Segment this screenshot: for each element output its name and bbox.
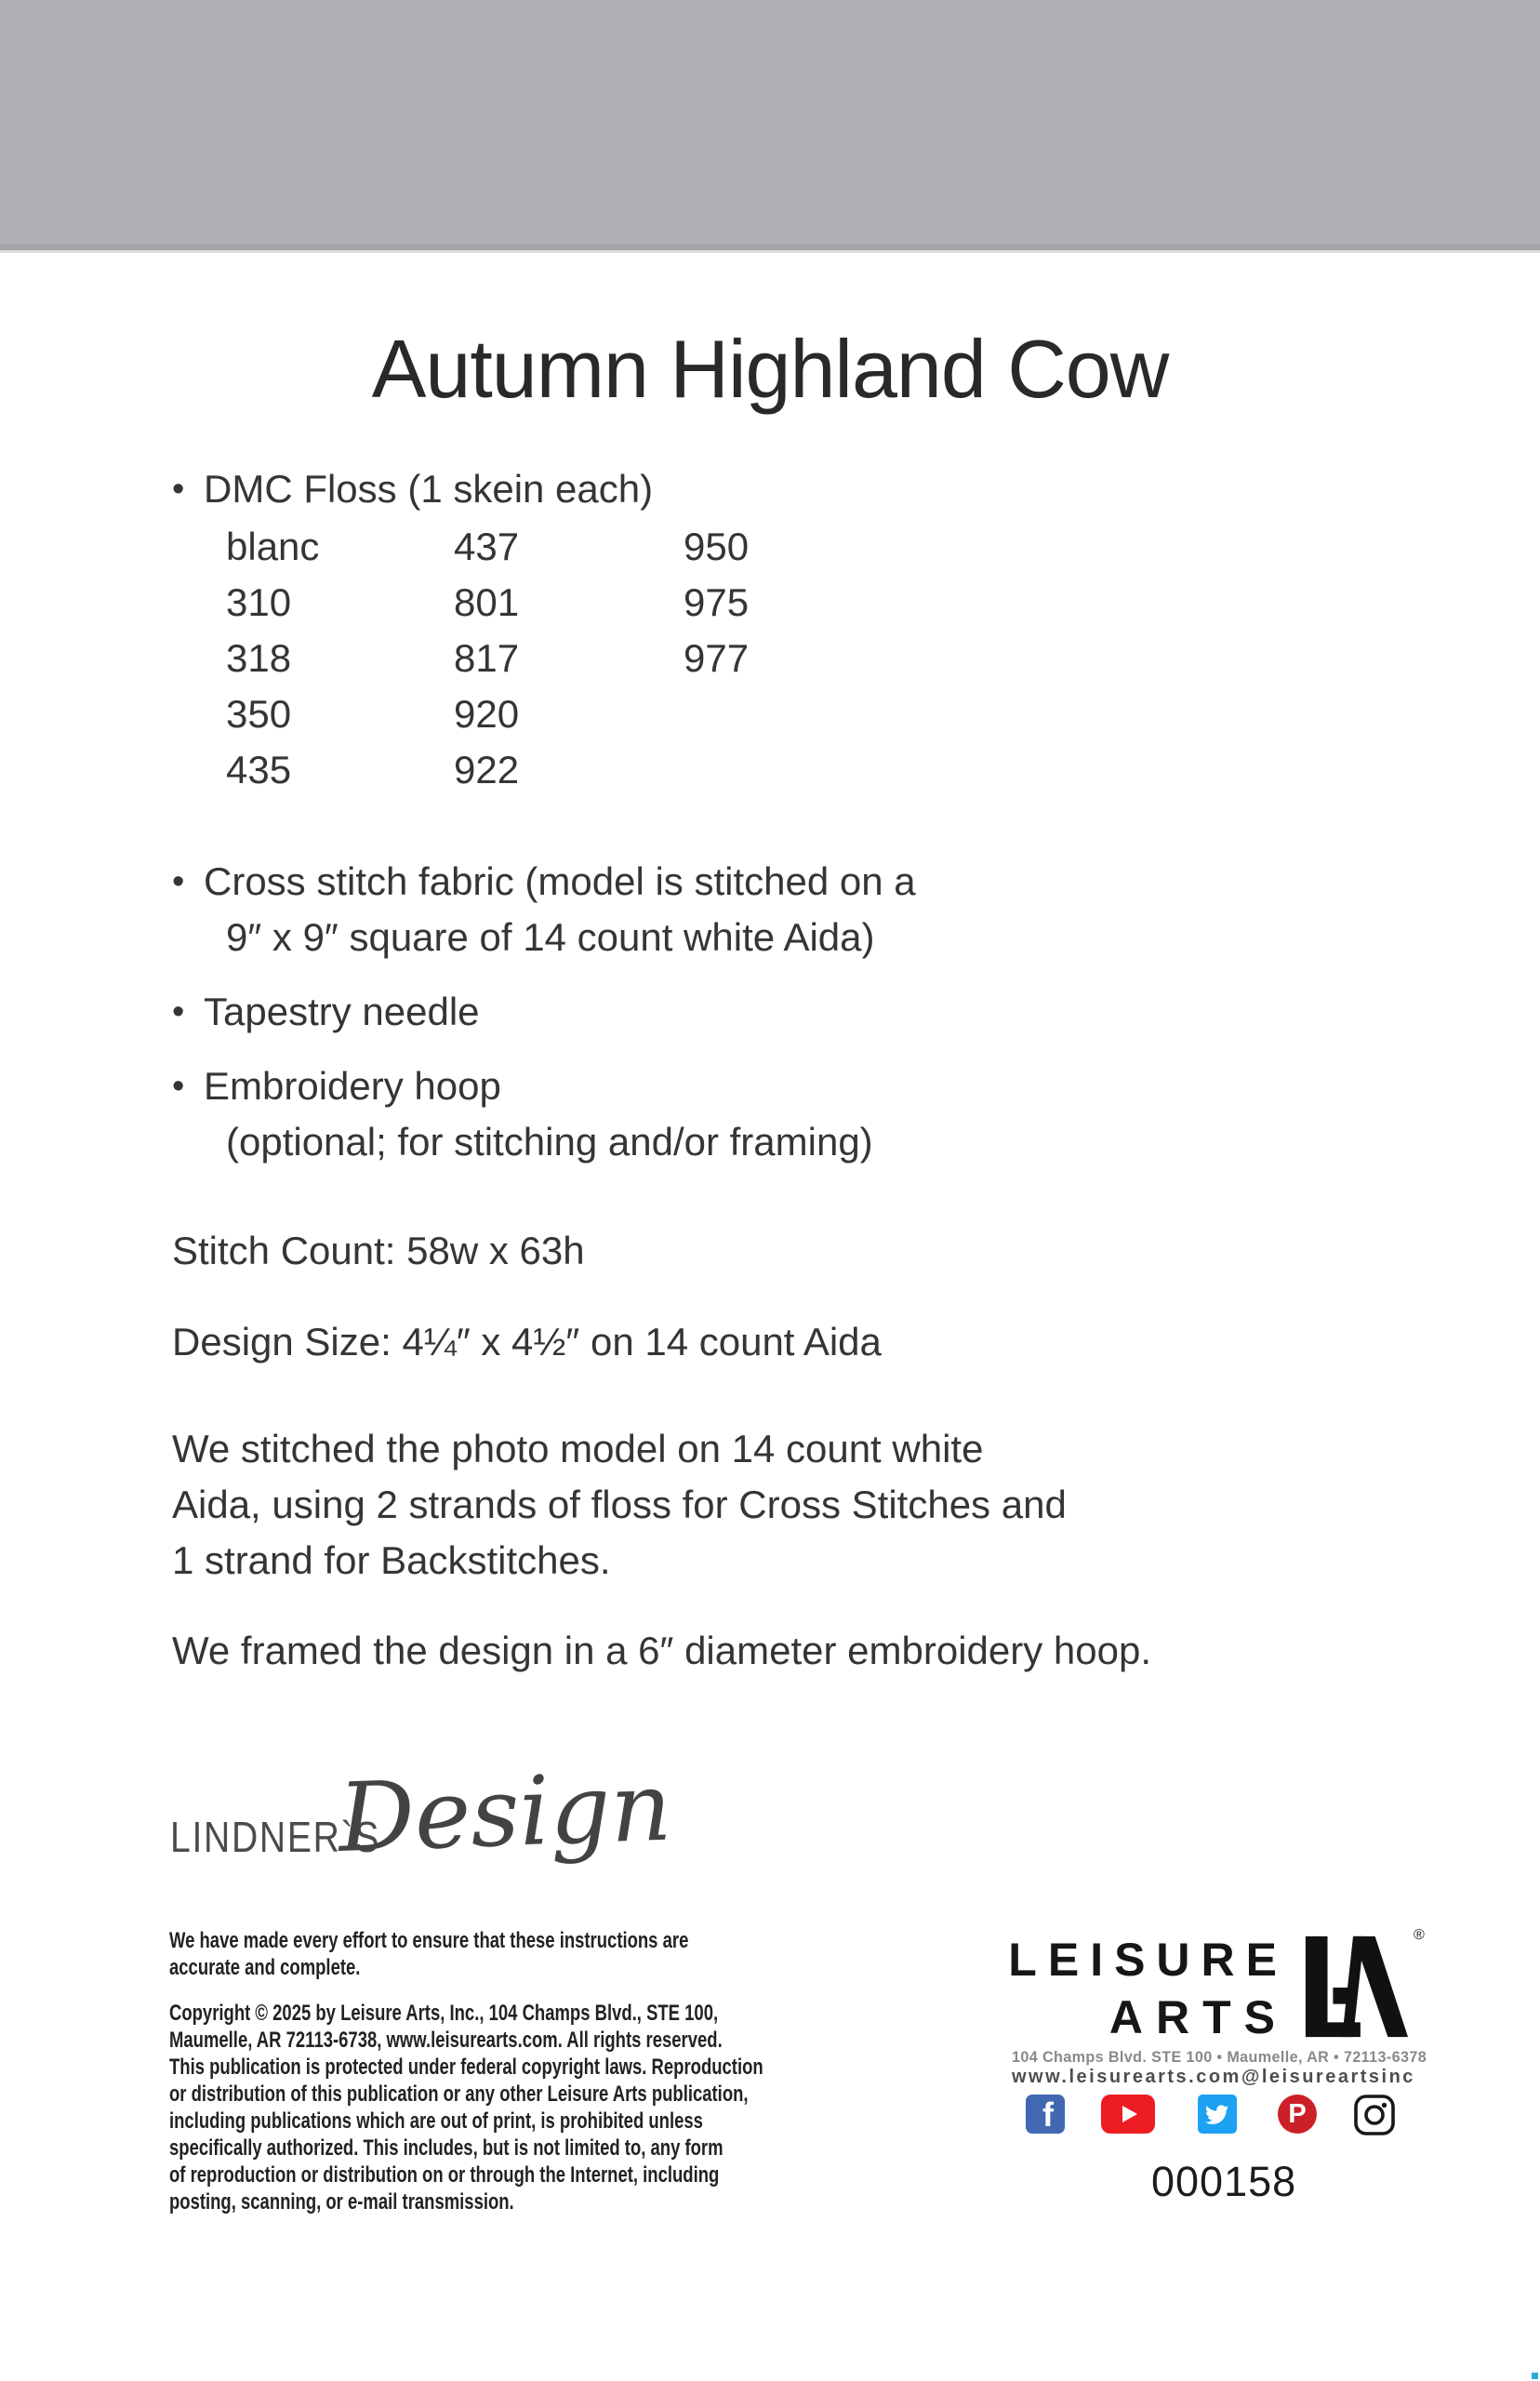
floss-column-3	[684, 519, 749, 686]
framing-note: We framed the design in a 6″ diameter embroidery hoop.	[172, 1629, 1151, 1672]
top-gray-banner	[0, 0, 1540, 244]
page-title: Autumn Highland Cow	[371, 323, 1169, 415]
floss-number: 950	[684, 525, 750, 568]
leisure-arts-social-handle: @leisureartsinc	[1241, 2067, 1415, 2087]
stitching-note-line3: 1 strand for Backstitches.	[172, 1538, 611, 1582]
disclaimer-text	[169, 1927, 688, 1981]
pinterest-icon	[1278, 2095, 1317, 2134]
leisure-arts-wordmark-arts: ARTS	[1109, 1991, 1288, 2043]
copyright-line: posting, scanning, or e-mail transmission.	[169, 2189, 514, 2215]
copyright-line: of reproduction or distribution on or through the Internet, including	[169, 2162, 720, 2188]
design-size: Design Size: 4¼″ x 4½″ on 14 count Aida	[172, 1320, 882, 1363]
floss-number: 975	[684, 580, 750, 624]
twitter-icon	[1198, 2095, 1237, 2134]
corner-registration-mark	[1532, 2373, 1538, 2379]
stitch-count: Stitch Count: 58w x 63h	[172, 1229, 585, 1272]
top-banner-fade	[0, 250, 1540, 253]
leisure-arts-wordmark-leisure: LEISURE	[1008, 1934, 1288, 1986]
copyright-line: or distribution of this publication or any other Leisure Arts publication,	[169, 2082, 749, 2107]
floss-number: 920	[454, 692, 520, 736]
lindners-logo-text: LINDNER`S	[170, 1813, 381, 1861]
disclaimer-line: accurate and complete.	[169, 1955, 361, 1980]
copyright-line: including publications which are out of print, is prohibited unless	[169, 2108, 703, 2134]
stitching-note-line1: We stitched the photo model on 14 count white	[172, 1427, 984, 1470]
top-banner-edge	[0, 244, 1540, 250]
floss-number: 801	[454, 580, 520, 624]
facebook-letter: f	[1042, 2095, 1054, 2134]
leisure-arts-links	[1012, 2067, 1415, 2088]
dmc-floss-heading: • DMC Floss (1 skein each)	[204, 461, 653, 517]
leisure-arts-la-monogram-icon	[1300, 1933, 1410, 2041]
floss-number: 318	[226, 636, 292, 680]
floss-number: 977	[684, 636, 750, 680]
floss-number: 350	[226, 692, 292, 736]
copyright-line: Copyright © 2025 by Leisure Arts, Inc., 104 Champs Blvd., STE 100,	[169, 2001, 719, 2026]
pinterest-letter: P	[1288, 2098, 1307, 2129]
instagram-icon	[1353, 2095, 1396, 2135]
needle-bullet: • Tapestry needle	[204, 984, 480, 1040]
leisure-arts-address: 104 Champs Blvd. STE 100 • Maumelle, AR • 72113-6378	[1012, 2048, 1427, 2066]
stitching-note-line2: Aida, using 2 strands of floss for Cross Stitches and	[172, 1483, 1067, 1526]
facebook-icon	[1026, 2095, 1065, 2134]
leisure-arts-website: www.leisurearts.com	[1012, 2067, 1241, 2087]
floss-number: 817	[454, 636, 520, 680]
copyright-line: Maumelle, AR 72113-6738, www.leisurearts.com. All rights reserved.	[169, 2028, 723, 2053]
disclaimer-line: We have made every effort to ensure that these instructions are	[169, 1928, 689, 1953]
hoop-bullet-line2: (optional; for stitching and/or framing)	[226, 1120, 873, 1164]
copyright-line: This publication is protected under federal copyright laws. Reproduction	[169, 2055, 763, 2080]
floss-number: 435	[226, 748, 292, 791]
lindners-logo-script: Design	[337, 1751, 674, 1874]
floss-number: 437	[454, 525, 520, 568]
floss-column-2	[454, 519, 519, 798]
item-number: 000158	[1151, 2158, 1297, 2205]
fabric-bullet-line2: 9″ x 9″ square of 14 count white Aida)	[226, 915, 875, 959]
copyright-line: specifically authorized. This includes, but is not limited to, any form	[169, 2135, 724, 2161]
floss-number: blanc	[226, 525, 320, 568]
copyright-text	[169, 2000, 763, 2215]
youtube-icon	[1101, 2095, 1155, 2134]
floss-number: 922	[454, 748, 520, 791]
hoop-bullet-line1: • Embroidery hoop	[204, 1058, 501, 1114]
floss-column-1	[226, 519, 319, 798]
floss-number: 310	[226, 580, 292, 624]
registered-trademark-symbol: ®	[1414, 1927, 1425, 1943]
fabric-bullet-line1: • Cross stitch fabric (model is stitched on a	[204, 854, 916, 910]
